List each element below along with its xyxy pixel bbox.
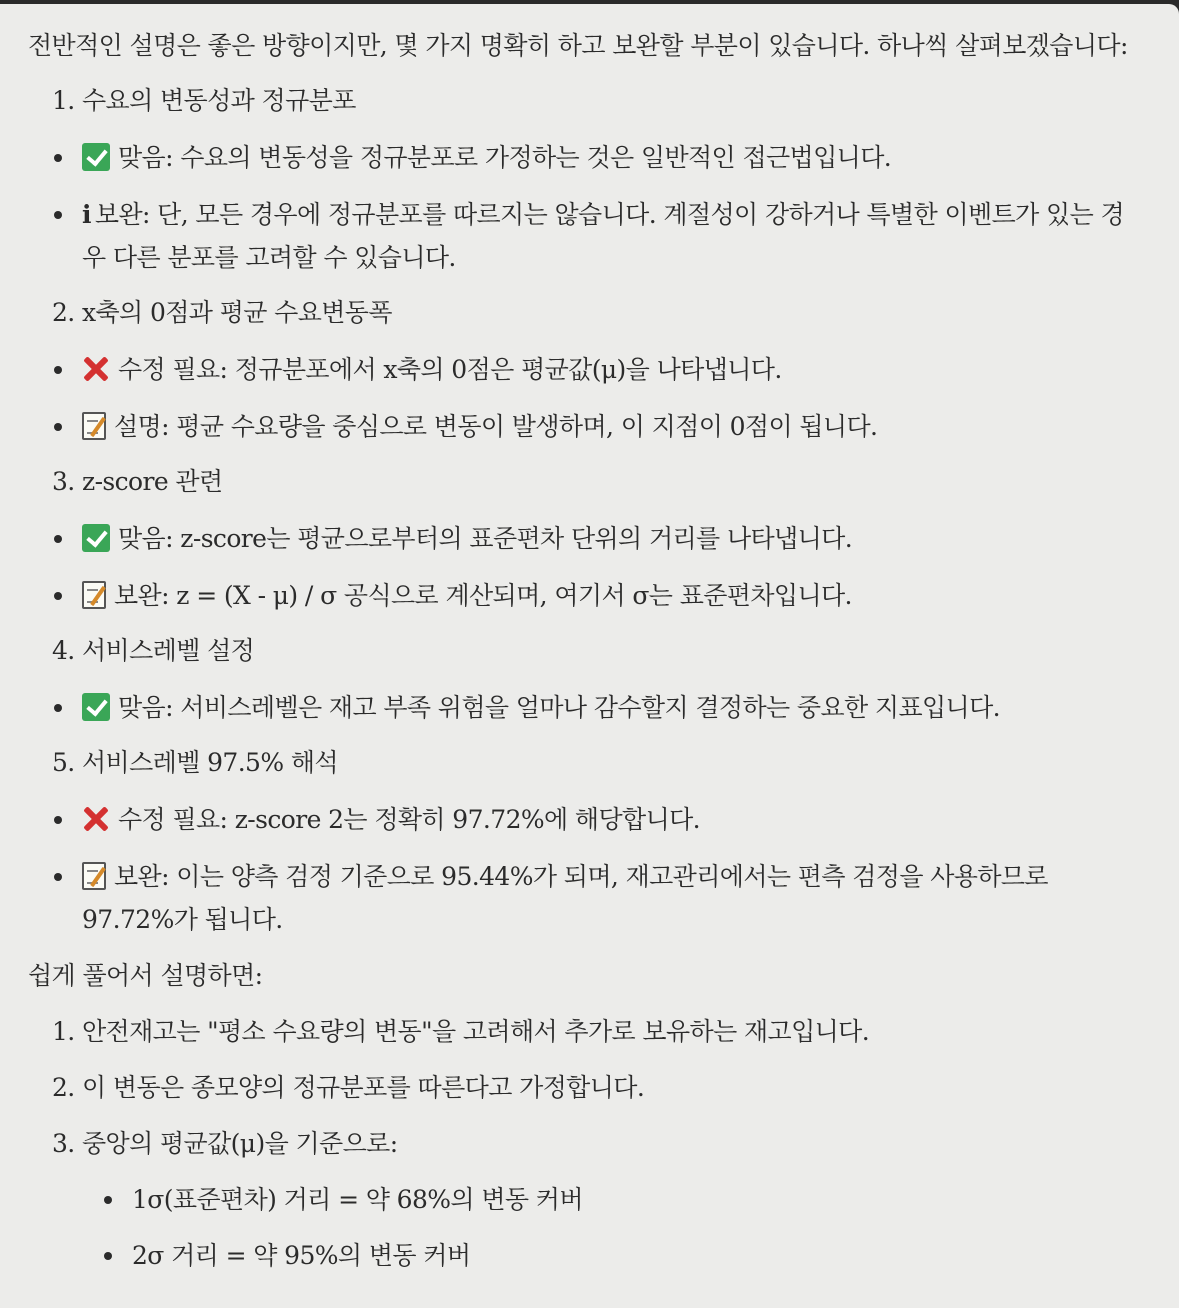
summary-item: 3. 중앙의 평균값(μ)을 기준으로: [52,1129,398,1158]
list-item [28,517,1128,560]
item-text: 맞음: 수요의 변동성을 정규분포로 가정하는 것은 일반적인 접근법입니다. [118,143,892,172]
sub-list-item: 2σ 거리 = 약 95%의 변동 커버 [28,1234,1128,1277]
memo-icon [82,412,106,440]
check-mark-icon [82,524,110,552]
memo-icon [82,862,106,890]
item-text: 보완: z = (X - μ) / σ 공식으로 계산되며, 여기서 σ는 표준편차입니다. [114,581,852,610]
cross-mark-icon [82,805,110,833]
info-icon: i [82,200,91,229]
section-title: 5. 서비스레벨 97.5% 해석 [52,748,338,777]
item-text: 보완: 이는 양측 검정 기준으로 95.44%가 되며, 재고관리에서는 편측 검정을 사용하므로 97.72%가 됩니다. [82,862,1048,934]
list-item [28,855,1128,941]
section-title: 4. 서비스레벨 설정 [52,636,255,665]
cross-mark-icon [82,355,110,383]
list-item [28,405,1128,448]
intro-paragraph: 전반적인 설명은 좋은 방향이지만, 몇 가지 명확히 하고 보완할 부분이 있습니다. 하나씩 살펴보겠습니다: [28,31,1128,60]
summary-heading: 쉽게 풀어서 설명하면: [28,961,263,990]
list-item [28,193,1128,279]
list-item [28,574,1128,617]
item-text: 맞음: 서비스레벨은 재고 부족 위험을 얼마나 감수할지 결정하는 중요한 지표입니다. [118,693,1000,722]
check-mark-icon [82,693,110,721]
check-mark-icon [82,143,110,171]
item-text: 보완: 단, 모든 경우에 정규분포를 따르지는 않습니다. 계절성이 강하거나 특별한 이벤트가 있는 경우 다른 분포를 고려할 수 있습니다. [82,200,1125,272]
list-item [28,136,1128,179]
summary-item: 1. 안전재고는 "평소 수요량의 변동"을 고려해서 추가로 보유하는 재고입니다. [52,1017,870,1046]
list-item [28,798,1128,841]
sub-list-item: 1σ(표준편차) 거리 = 약 68%의 변동 커버 [28,1178,1128,1221]
list-item [28,686,1128,729]
section-title: 3. z-score 관련 [52,467,223,496]
section-title: 2. x축의 0점과 평균 수요변동폭 [52,298,392,327]
message-panel [0,4,1179,1308]
memo-icon [82,581,106,609]
item-text: 수정 필요: z-score 2는 정확히 97.72%에 해당합니다. [118,805,701,834]
section-title: 1. 수요의 변동성과 정규분포 [52,86,356,115]
item-text: 수정 필요: 정규분포에서 x축의 0점은 평균값(μ)을 나타냅니다. [118,355,782,384]
list-item [28,348,1128,391]
summary-item: 2. 이 변동은 종모양의 정규분포를 따른다고 가정합니다. [52,1073,645,1102]
message-content [28,24,1128,1277]
item-text: 설명: 평균 수요량을 중심으로 변동이 발생하며, 이 지점이 0점이 됩니다. [114,412,878,441]
item-text: 맞음: z-score는 평균으로부터의 표준편차 단위의 거리를 나타냅니다. [118,524,853,553]
